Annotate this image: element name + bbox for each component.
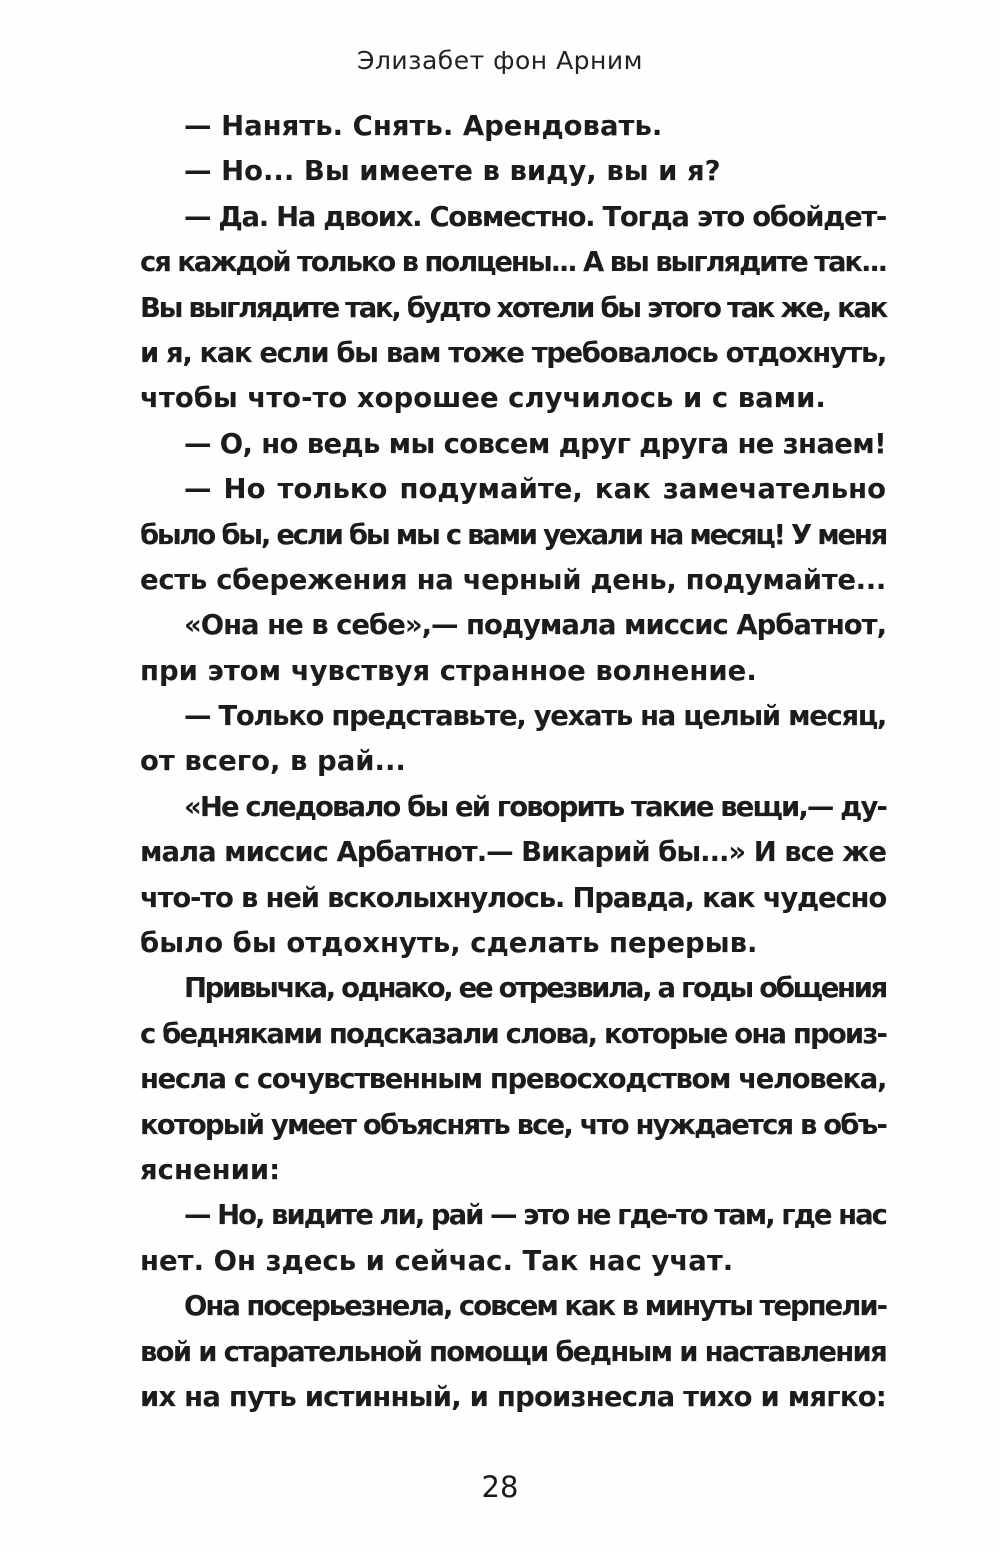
- text-line: — Но только подумайте, как замечательно: [184, 473, 886, 506]
- page-number: 28: [481, 1470, 519, 1504]
- text-line: ся каждой только в полцены... А вы выглядите так...: [140, 246, 886, 279]
- text-line: — Но... Вы имеете в виду, вы и я?: [184, 155, 721, 188]
- text-line: нет. Он здесь и сейчас. Так нас учат.: [140, 1244, 734, 1277]
- text-line: Она посерьезнела, совсем как в минуты терпели-: [184, 1290, 886, 1323]
- text-line: с бедняками подсказали слова, которые она произ-: [140, 1017, 886, 1050]
- text-line: что-то в ней всколыхнулось. Правда, как чудесно: [140, 881, 886, 914]
- text-line: вой и старательной помощи бедным и наставления: [140, 1335, 886, 1368]
- text-line: и я, как если бы вам тоже требовалось отдохнуть,: [140, 336, 886, 369]
- running-head: Элизабет фон Арним: [357, 46, 643, 75]
- text-line: от всего, в рай...: [140, 745, 406, 778]
- text-line: Вы выглядите так, будто хотели бы этого так же, как: [140, 291, 886, 324]
- text-line: — Но, видите ли, рай — это не где-то там, где нас: [184, 1199, 886, 1232]
- text-line: их на путь истинный, и произнесла тихо и мягко:: [140, 1380, 886, 1413]
- text-line: есть сбережения на черный день, подумайте...: [140, 563, 886, 596]
- text-line: — Да. На двоих. Совместно. Тогда это обойдет-: [184, 200, 886, 233]
- text-line: который умеет объяснять все, что нуждается в объ-: [140, 1108, 886, 1141]
- text-line: несла с сочувственным превосходством человека,: [140, 1063, 886, 1096]
- text-line: — Нанять. Снять. Арендовать.: [184, 110, 663, 142]
- text-line: было бы отдохнуть, сделать перерыв.: [140, 927, 758, 960]
- text-line: «Она не в себе»,— подумала миссис Арбатнот,: [184, 609, 886, 642]
- body-text: [140, 104, 886, 1420]
- text-line: яснении:: [140, 1153, 281, 1186]
- text-line: — О, но ведь мы совсем друг друга не знаем!: [184, 427, 886, 460]
- text-line: — Только представьте, уехать на целый месяц,: [184, 700, 886, 733]
- text-line: было бы, если бы мы с вами уехали на месяц! У меня: [140, 518, 886, 551]
- text-line: «Не следовало бы ей говорить такие вещи,— ду-: [184, 790, 886, 823]
- text-line: мала миссис Арбатнот.— Викарий бы...» И все же: [140, 836, 886, 869]
- text-line: Привычка, однако, ее отрезвила, а годы общения: [184, 972, 886, 1005]
- text-line: при этом чувствуя странное волнение.: [140, 654, 757, 687]
- text-line: чтобы что-то хорошее случилось и с вами.: [140, 382, 826, 415]
